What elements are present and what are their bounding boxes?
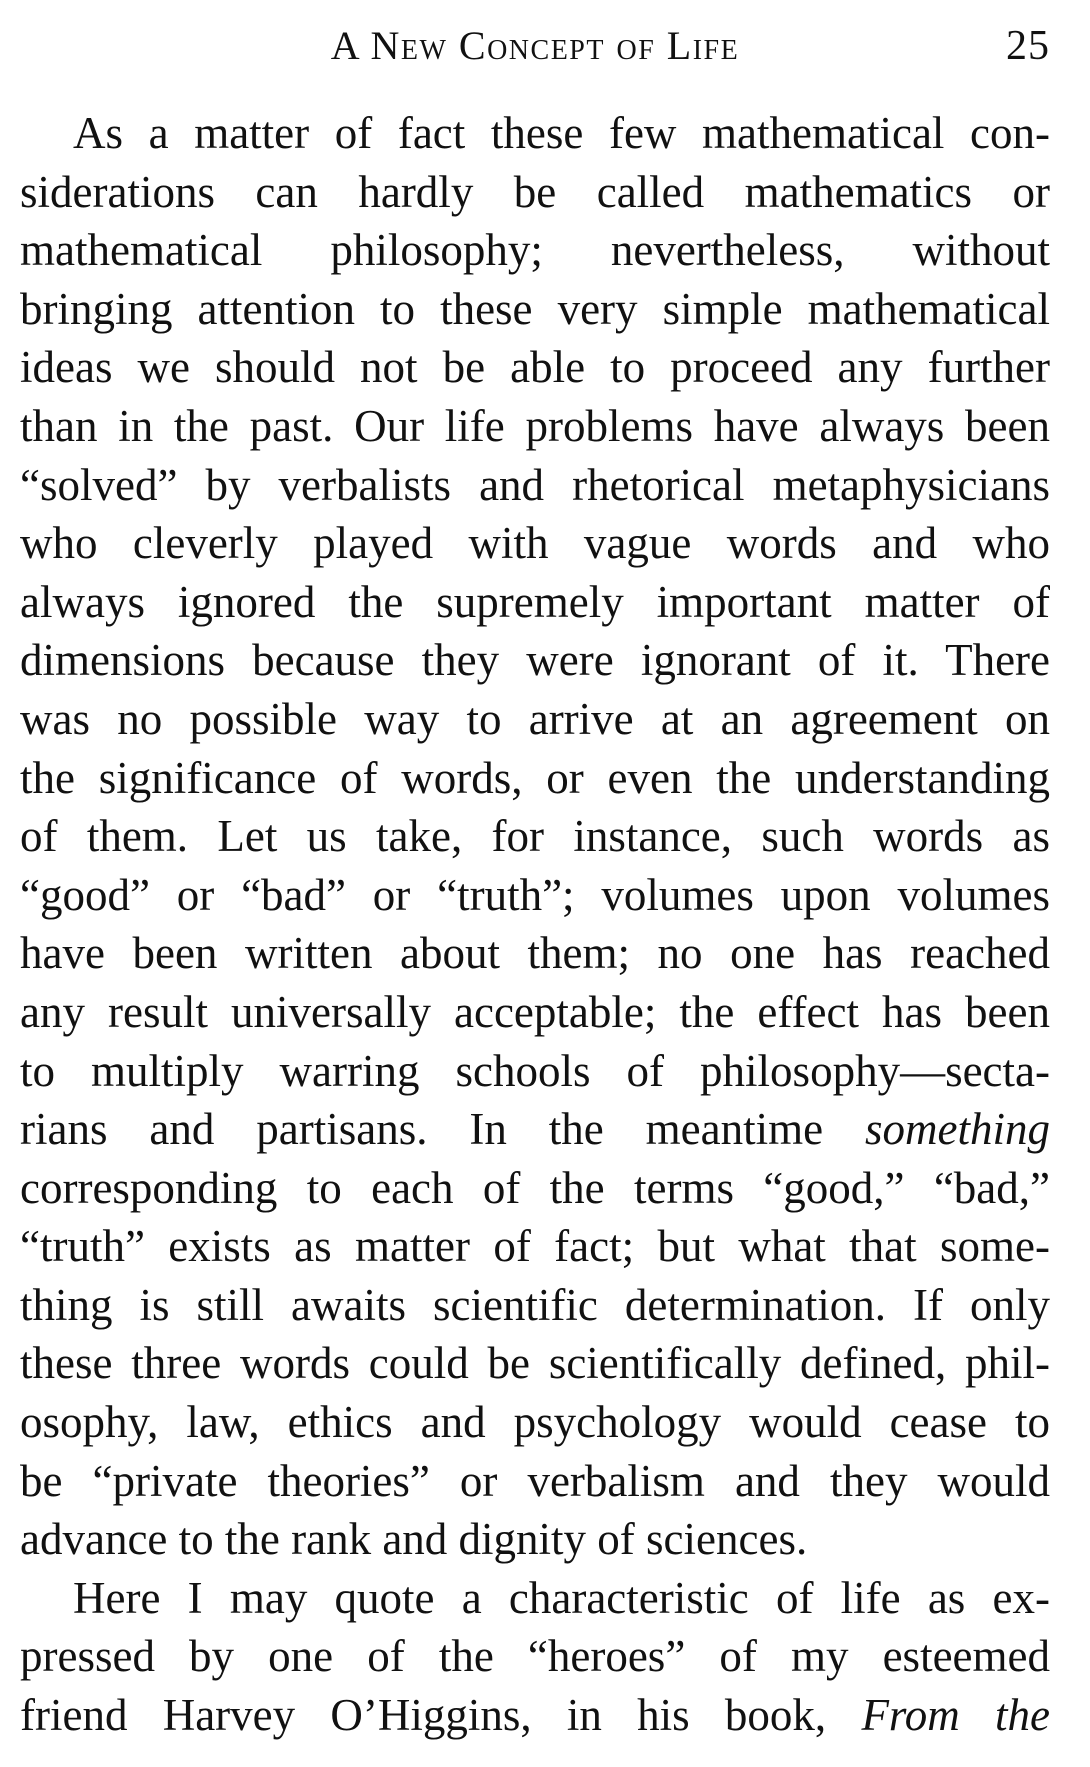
text-line: siderations can hardly be called mathematics or <box>20 166 1050 217</box>
text-line: advance to the rank and dignity of sciences. <box>20 1514 808 1565</box>
text-line-with-italic <box>20 1686 1050 1745</box>
text-line: these three words could be scientifically defined, phil- <box>20 1338 1050 1389</box>
text-line: osophy, law, ethics and psychology would cease to <box>20 1397 1050 1448</box>
paragraph-1 <box>20 104 1050 1569</box>
text-line: dimensions because they were ignorant of it. There <box>20 635 1050 686</box>
italic-word: something <box>865 1104 1050 1155</box>
text-line: the significance of words, or even the understanding <box>20 752 1050 803</box>
text-line: pressed by one of the “heroes” of my esteemed <box>20 1631 1050 1682</box>
text-line: corresponding to each of the terms “good,” “bad,” <box>20 1162 1050 1213</box>
text-line: “good” or “bad” or “truth”; volumes upon volumes <box>20 869 1050 920</box>
text-line: any result universally acceptable; the effect has been <box>20 986 1050 1037</box>
text-line: than in the past. Our life problems have always been <box>20 400 1050 451</box>
text-line: bringing attention to these very simple mathematical <box>20 283 1050 334</box>
body-text <box>20 104 1050 1745</box>
italic-book-title: From the <box>861 1690 1050 1741</box>
text-line-with-italic <box>20 1100 1050 1159</box>
paragraph-2 <box>20 1569 1050 1745</box>
text-line: ideas we should not be able to proceed any further <box>20 342 1050 393</box>
text-line: of them. Let us take, for instance, such words as <box>20 811 1050 862</box>
text-line: be “private theories” or verbalism and they would <box>20 1455 1050 1506</box>
text-line: Here I may quote a characteristic of life as ex- <box>73 1572 1050 1623</box>
text-line: thing is still awaits scientific determination. If only <box>20 1279 1050 1330</box>
text-line: have been written about them; no one has reached <box>20 928 1050 979</box>
text-line: “solved” by verbalists and rhetorical metaphysicians <box>20 459 1050 510</box>
text-line: “truth” exists as matter of fact; but what that some- <box>20 1221 1050 1272</box>
text-line: always ignored the supremely important matter of <box>20 576 1050 627</box>
text-run: rians and partisans. In the meantime <box>20 1104 865 1155</box>
text-run: friend Harvey O’Higgins, in his book, <box>20 1690 862 1741</box>
page-number: 25 <box>1006 23 1050 69</box>
running-title: A New Concept of Life <box>330 23 740 68</box>
text-line: As a matter of fact these few mathematical con- <box>73 108 1050 158</box>
text-line: who cleverly played with vague words and who <box>20 518 1050 569</box>
text-line: to multiply warring schools of philosophy—secta- <box>20 1045 1050 1096</box>
running-head <box>20 16 1050 76</box>
text-line: mathematical philosophy; nevertheless, without <box>20 225 1050 276</box>
text-line: was no possible way to arrive at an agreement on <box>20 693 1050 744</box>
